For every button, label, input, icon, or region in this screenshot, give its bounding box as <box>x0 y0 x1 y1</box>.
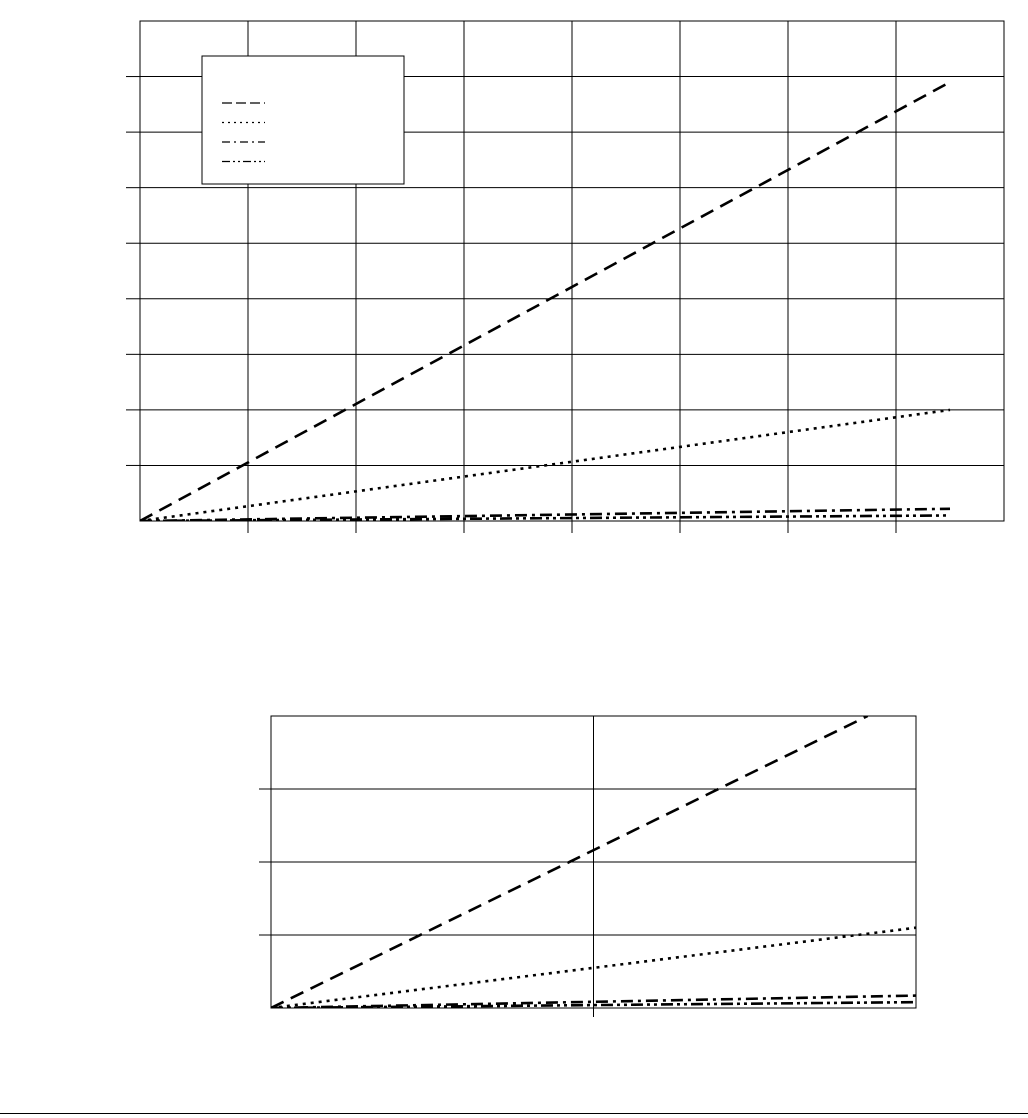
legend-box <box>202 56 404 184</box>
chart-top <box>126 21 1004 533</box>
series-line-dash-dot-dot <box>140 515 950 521</box>
chart-bottom <box>259 716 916 1017</box>
legend <box>202 56 404 184</box>
